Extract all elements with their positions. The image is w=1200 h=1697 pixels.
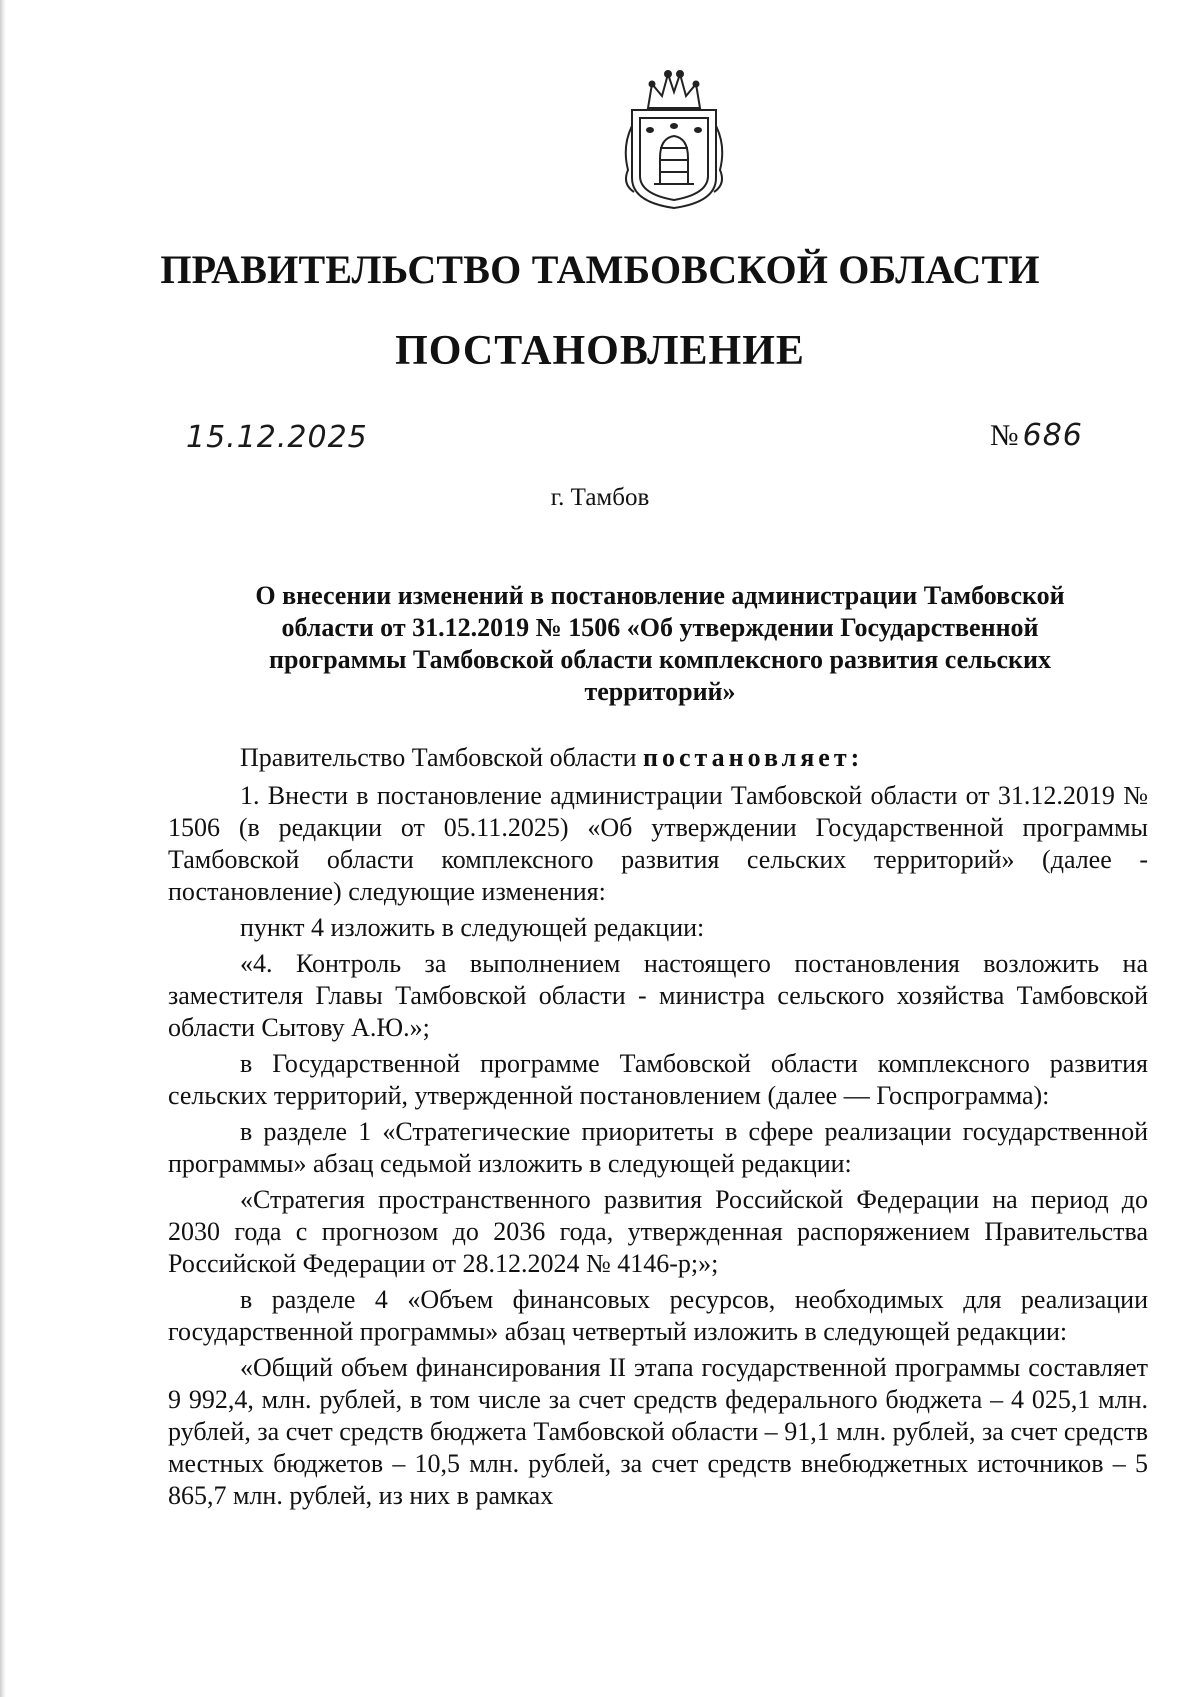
number-sign: № — [990, 419, 1019, 452]
decree-word: постановляет: — [643, 743, 864, 772]
preamble — [168, 742, 1148, 774]
body-paragraph: 1. Внести в постановление администрации Тамбовской области от 31.12.2019 № 1506 (в редакции от 05.11.2025) «Об утверждении Государственной программы Тамбовской области комплексного развития сельских территорий» (далее - постановление) следующие изменения: — [168, 781, 1148, 906]
body-paragraph: в разделе 1 «Стратегические приоритеты в сфере реализации государственной программы» абзац седьмой изложить в следующей редакции: — [168, 1117, 1148, 1178]
document-body — [168, 742, 1148, 1512]
handwritten-date: 15.12.2025 — [186, 420, 368, 455]
city-label: г. Тамбов — [550, 484, 650, 511]
body-paragraph: пункт 4 изложить в следующей редакции: — [240, 913, 705, 942]
body-paragraph: «Стратегия пространственного развития Российской Федерации на период до 2030 года с прогнозом до 2036 года, утвержденная распоряжением Правительства Российской Федерации от 28.12.2024 № 4146-р;»; — [168, 1185, 1148, 1278]
document-type-title: ПОСТАНОВЛЕНИЕ — [395, 328, 805, 374]
body-paragraph: в Государственной программе Тамбовской области комплексного развития сельских территорий, утвержденной постановлением (далее — Госпрограмма): — [168, 1049, 1148, 1110]
tambov-coat-of-arms-icon — [618, 66, 730, 214]
body-paragraph: «Общий объем финансирования II этапа государственной программы составляет 9 992,4, млн. рублей, в том числе за счет средств федерального бюджета – 4 025,1 млн. рублей, за счет средств бюджета Тамбовской области – 91,1 млн. рублей, за счет средств местных бюджетов – 10,5 млн. рублей, за счет средств внебюджетных источников – 5 865,7 млн. рублей, из них в рамках — [168, 1353, 1148, 1510]
document-number — [990, 418, 1083, 453]
body-paragraph: в разделе 4 «Объем финансовых ресурсов, необходимых для реализации государственной программы» абзац четвертый изложить в следующей редакции: — [168, 1285, 1148, 1346]
document-subject: О внесении изменений в постановление администрации Тамбовской области от 31.12.2019 № 1506 «Об утверждении Государственной программы Тамбовской области комплексного развития сельских территорий» — [255, 581, 1065, 706]
handwritten-number: 686 — [1022, 418, 1083, 453]
body-paragraph: «4. Контроль за выполнением настоящего постановления возложить на заместителя Главы Тамбовской области - министра сельского хозяйства Тамбовской области Сытову А.Ю.»; — [168, 949, 1148, 1042]
preamble-text: Правительство Тамбовской области — [240, 743, 643, 772]
organization-title: ПРАВИТЕЛЬСТВО ТАМБОВСКОЙ ОБЛАСТИ — [160, 247, 1040, 292]
